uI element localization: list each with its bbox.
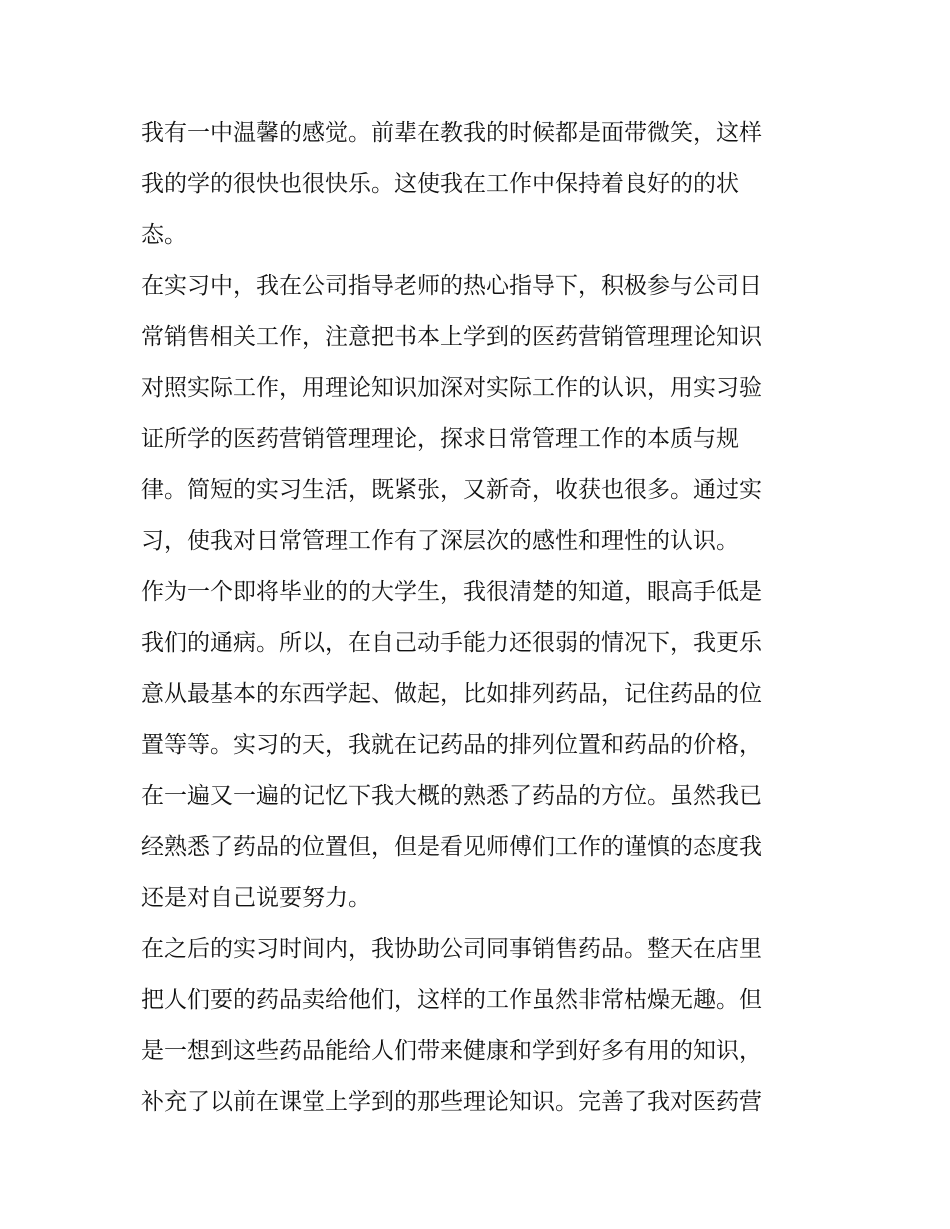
text-line: 经熟悉了药品的位置但，但是看见师傅们工作的谨慎的态度我 [141,834,762,860]
text-line: 常销售相关工作，注意把书本上学到的医药营销管理理论知识 [141,324,762,350]
text-line: 律。简短的实习生活，既紧张，又新奇，收获也很多。通过实 [141,477,762,503]
text-line: 证所学的医药营销管理理论，探求日常管理工作的本质与规 [141,426,739,452]
text-line: 在之后的实习时间内，我协助公司同事销售药品。整天在店里 [141,936,762,962]
text-line: 把人们要的药品卖给他们，这样的工作虽然非常枯燥无趣。但 [141,987,762,1013]
text-line: 对照实际工作，用理论知识加深对实际工作的认识，用实习验 [141,375,762,401]
text-line: 是一想到这些药品能给人们带来健康和学到好多有用的知识， [141,1038,762,1064]
text-line: 在一遍又一遍的记忆下我大概的熟悉了药品的方位。虽然我已 [141,783,762,809]
text-line: 我有一中温馨的感觉。前辈在教我的时候都是面带微笑，这样 [141,120,762,146]
document-body [141,108,813,1128]
text-line: 作为一个即将毕业的的大学生，我很清楚的知道，眼高手低是 [141,579,762,605]
text-line: 在实习中，我在公司指导老师的热心指导下，积极参与公司日 [141,273,762,299]
text-line: 习，使我对日常管理工作有了深层次的感性和理性的认识。 [141,528,739,554]
text-line: 补充了以前在课堂上学到的那些理论知识。完善了我对医药营 [141,1089,762,1115]
text-line: 我的学的很快也很快乐。这使我在工作中保持着良好的的状 [141,171,739,197]
text-line: 还是对自己说要努力。 [141,885,371,911]
text-line: 态。 [141,222,187,248]
text-line: 意从最基本的东西学起、做起，比如排列药品，记住药品的位 [141,681,762,707]
text-line: 置等等。实习的天，我就在记药品的排列位置和药品的价格， [141,732,762,758]
text-line: 我们的通病。所以，在自己动手能力还很弱的情况下，我更乐 [141,630,762,656]
